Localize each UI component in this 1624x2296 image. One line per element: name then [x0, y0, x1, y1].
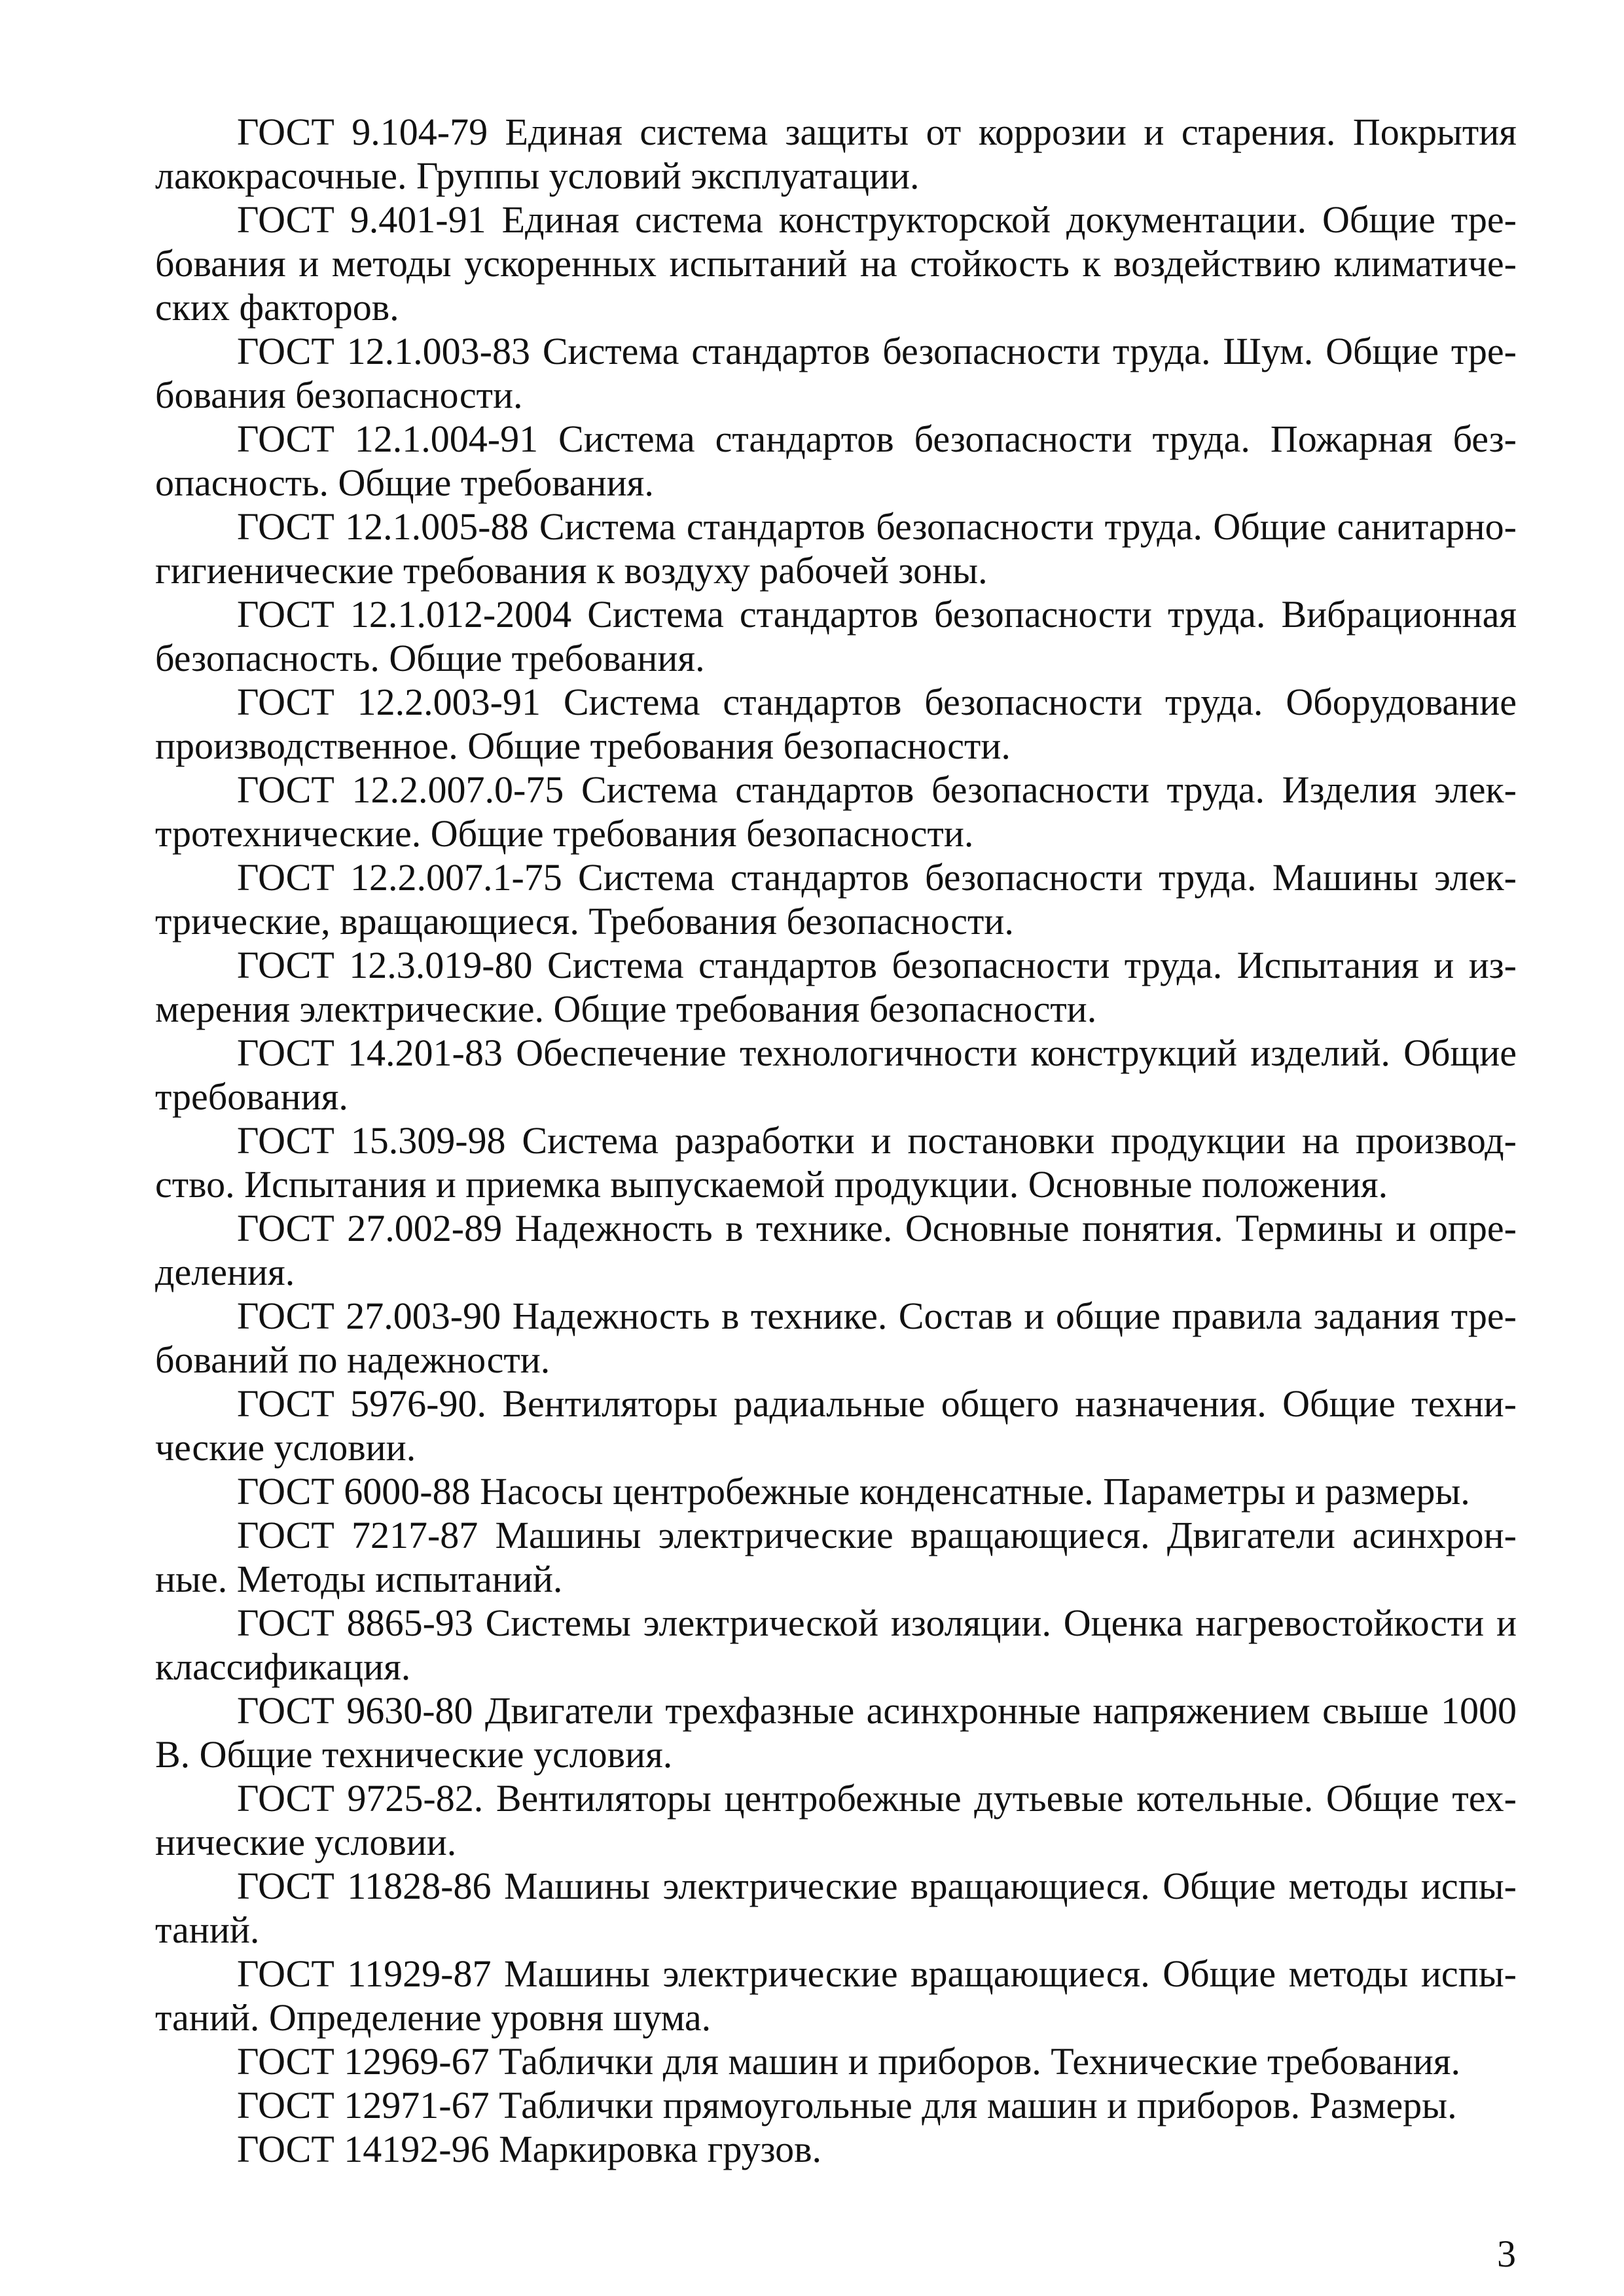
standard-entry: ГОСТ 5976-90. Вентиляторы радиальные общего назначения. Общие технические условии.	[155, 1382, 1517, 1469]
standard-entry: ГОСТ 12.2.007.0-75 Система стандартов безопасности труда. Изделия электротехнические. Общие требования безопасности.	[155, 768, 1517, 855]
standard-entry: ГОСТ 11828-86 Машины электрические вращающиеся. Общие методы испытаний.	[155, 1865, 1517, 1951]
standard-entry: ГОСТ 27.002-89 Надежность в технике. Основные понятия. Термины и определения.	[155, 1207, 1517, 1293]
standard-entry: ГОСТ 12969-67 Таблички для машин и приборов. Технические требования.	[237, 2040, 1460, 2083]
standard-entry: ГОСТ 11929-87 Машины электрические вращающиеся. Общие методы испытаний. Определение уровня шума.	[155, 1952, 1517, 2039]
standard-entry: ГОСТ 12.1.012-2004 Система стандартов безопасности труда. Вибрационная безопасность. Общие требования.	[155, 593, 1517, 679]
standard-entry: ГОСТ 27.003-90 Надежность в технике. Состав и общие правила задания требований по надежности.	[155, 1295, 1517, 1381]
standard-entry: ГОСТ 12.1.003-83 Система стандартов безопасности труда. Шум. Общие требования безопасности.	[155, 330, 1517, 416]
standard-entry: ГОСТ 12.2.003-91 Система стандартов безопасности труда. Оборудование производственное. Общие требования безопасности.	[155, 681, 1517, 767]
standard-entry: ГОСТ 9.401-91 Единая система конструкторской документации. Общие требования и методы ускоренных испытаний на стойкость к воздействию климатических факторов.	[155, 198, 1517, 329]
standard-entry: ГОСТ 14.201-83 Обеспечение технологичности конструкций изделий. Общие требования.	[155, 1031, 1517, 1118]
standard-entry: ГОСТ 12971-67 Таблички прямоугольные для машин и приборов. Размеры.	[237, 2084, 1457, 2126]
standard-entry: ГОСТ 14192-96 Маркировка грузов.	[237, 2128, 822, 2170]
standard-entry: ГОСТ 9725-82. Вентиляторы центробежные дутьевые котельные. Общие технические условии.	[155, 1777, 1517, 1863]
page-number: 3	[1497, 2233, 1516, 2275]
standard-entry: ГОСТ 15.309-98 Система разработки и постановки продукции на производство. Испытания и приемка выпускаемой продукции. Основные положения.	[155, 1119, 1517, 1206]
standard-entry: ГОСТ 12.1.004-91 Система стандартов безопасности труда. Пожарная безопасность. Общие требования.	[155, 418, 1517, 504]
standard-entry: ГОСТ 12.1.005-88 Система стандартов безопасности труда. Общие санитарно-гигиенические требования к воздуху рабочей зоны.	[155, 505, 1517, 592]
standard-entry: ГОСТ 9630-80 Двигатели трехфазные асинхронные напряжением свыше 1000 В. Общие технические условия.	[155, 1689, 1517, 1776]
standard-entry: ГОСТ 12.3.019-80 Система стандартов безопасности труда. Испытания и измерения электрические. Общие требования безопасности.	[155, 944, 1517, 1030]
standard-entry: ГОСТ 9.104-79 Единая система защиты от коррозии и старения. Покрытия лакокрасочные. Группы условий эксплуатации.	[155, 111, 1517, 197]
standard-entry: ГОСТ 6000-88 Насосы центробежные конденсатные. Параметры и размеры.	[237, 1470, 1470, 1513]
standard-entry: ГОСТ 12.2.007.1-75 Система стандартов безопасности труда. Машины электрические, вращающиеся. Требования безопасности.	[155, 856, 1517, 942]
standard-entry: ГОСТ 7217-87 Машины электрические вращающиеся. Двигатели асинхронные. Методы испытаний.	[155, 1514, 1517, 1600]
standard-entry: ГОСТ 8865-93 Системы электрической изоляции. Оценка нагревостойкости и классификация.	[155, 1602, 1517, 1688]
standards-list	[155, 110, 1517, 2171]
